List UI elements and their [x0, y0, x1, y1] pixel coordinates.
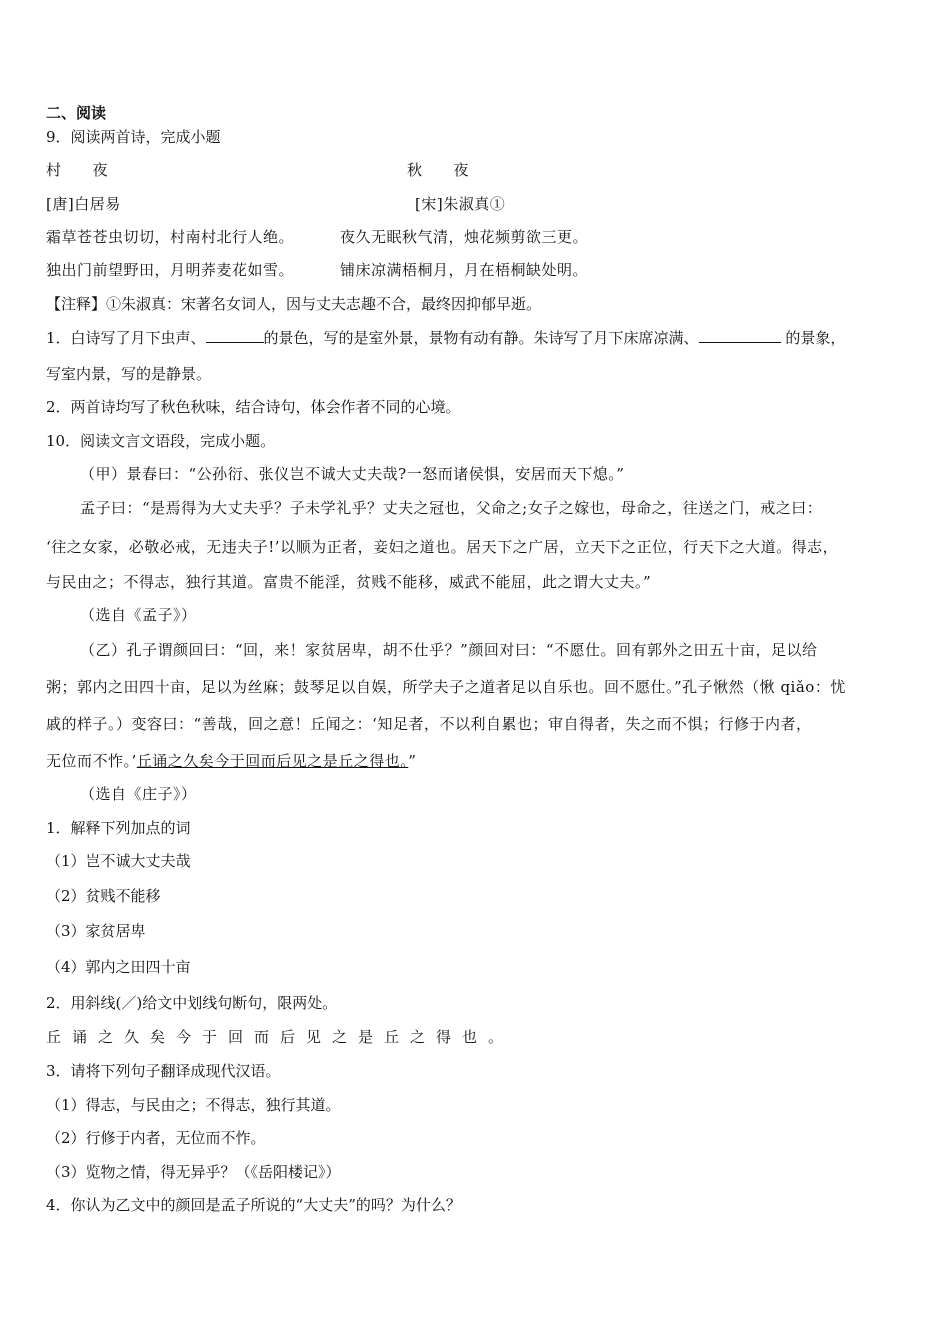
yi-line4 [46, 751, 416, 771]
answer-blank-2[interactable] [699, 327, 781, 343]
section-title: 二、阅读 [46, 104, 107, 122]
poem2-line1: 夜久无眠秋气清，烛花频剪欲三更。 [340, 228, 589, 246]
q9-sub1-line1 [46, 327, 845, 348]
q10-sub2: 2．用斜线(／)给文中划线句断句，限两处。 [46, 994, 338, 1012]
underlined-sentence: 丘诵之久矣今于回而后见之是丘之得也。 [136, 752, 409, 770]
q10-sub1-item1: （1）岂不诚大丈夫哉 [46, 852, 191, 870]
poem1-line1: 霜草苍苍虫切切，村南村北行人绝。 [46, 228, 295, 246]
closing-quote: ” [408, 752, 417, 770]
yi-source: （选自《庄子》） [80, 785, 197, 803]
q10-sub2-sentence: 丘诵之久矣今于回而后见之是丘之得也。 [46, 1028, 515, 1046]
q10-intro: 10．阅读文言文语段，完成小题。 [46, 432, 276, 450]
jia-source: （选自《孟子》） [80, 606, 197, 624]
q10-sub1: 1．解释下列加点的词 [46, 819, 191, 837]
jia-line1: （甲）景春曰：“公孙衍、张仪岂不诚大丈夫哉?一怒而诸侯惧，安居而天下熄。” [80, 465, 625, 483]
poem1-line2: 独出门前望野田，月明荞麦花如雪。 [46, 261, 295, 279]
q9-sub1-text-b: 的景色，写的是室外景，景物有动有静。朱诗写了月下床席凉满、 [263, 329, 699, 347]
poem1-title: 村 夜 [46, 161, 109, 179]
poem2-author: [宋]朱淑真① [415, 195, 506, 213]
q10-sub3-item3: （3）览物之情，得无异乎？（《岳阳楼记》） [46, 1163, 341, 1181]
q9-sub1-text-a: 1．白诗写了月下虫声、 [46, 329, 206, 347]
q10-sub1-item4: （4）郭内之田四十亩 [46, 958, 191, 976]
yi-line3: 戚的样子。）变容曰：“善哉，回之意！丘闻之：‘知足者，不以利自累也；审自得者，失之而不惧；行修于内者， [46, 715, 812, 733]
q10-sub3-item2: （2）行修于内者，无位而不怍。 [46, 1129, 266, 1147]
jia-line4: 与民由之；不得志，独行其道。富贵不能淫，贫贱不能移，威武不能屈，此之谓大丈夫。” [46, 573, 652, 591]
q10-sub3: 3．请将下列句子翻译成现代汉语。 [46, 1062, 281, 1080]
q10-sub1-item2: （2）贫贱不能移 [46, 887, 161, 905]
q10-sub1-item3: （3）家贫居卑 [46, 922, 146, 940]
q9-sub1-text-c: 的景象， [785, 329, 846, 347]
yi-line2: 粥；郭内之田四十亩，足以为丝麻；鼓琴足以自娱，所学夫子之道者足以自乐也。回不愿仕。”孔子愀然（愀 qiǎo：忧 [46, 678, 846, 696]
jia-line3: ‘往之女家，必敬必戒，无违夫子!’以顺为正者，妾妇之道也。居天下之广居，立天下之正位，行天下之大道。得志， [46, 538, 839, 556]
q9-sub1-line2: 写室内景，写的是静景。 [46, 365, 212, 383]
answer-blank-1[interactable] [206, 327, 264, 343]
yi-line1: （乙）孔子谓颜回曰：“回，来！家贫居卑，胡不仕乎？”颜回对曰：“不愿仕。回有郭外之田五十亩，足以给 [80, 641, 818, 659]
poem2-title: 秋 夜 [407, 161, 470, 179]
poem1-author: [唐]白居易 [46, 195, 121, 213]
jia-line2: 孟子曰：“是焉得为大丈夫乎？子未学礼乎？丈夫之冠也，父命之;女子之嫁也，母命之，往送之门，戒之曰： [80, 499, 823, 517]
poem2-line2: 铺床凉满梧桐月，月在梧桐缺处明。 [340, 261, 589, 279]
poem-note: 【注释】①朱淑真：宋著名女词人，因与丈夫志趣不合，最终因抑郁早逝。 [46, 295, 542, 313]
q10-sub3-item1: （1）得志，与民由之；不得志，独行其道。 [46, 1096, 341, 1114]
q10-sub4: 4．你认为乙文中的颜回是孟子所说的“大丈夫”的吗？为什么？ [46, 1196, 461, 1214]
yi-line4-text: 无位而不怍。’ [46, 752, 137, 770]
q9-sub2: 2．两首诗均写了秋色秋味，结合诗句，体会作者不同的心境。 [46, 398, 461, 416]
q9-intro: 9．阅读两首诗，完成小题 [46, 128, 221, 146]
